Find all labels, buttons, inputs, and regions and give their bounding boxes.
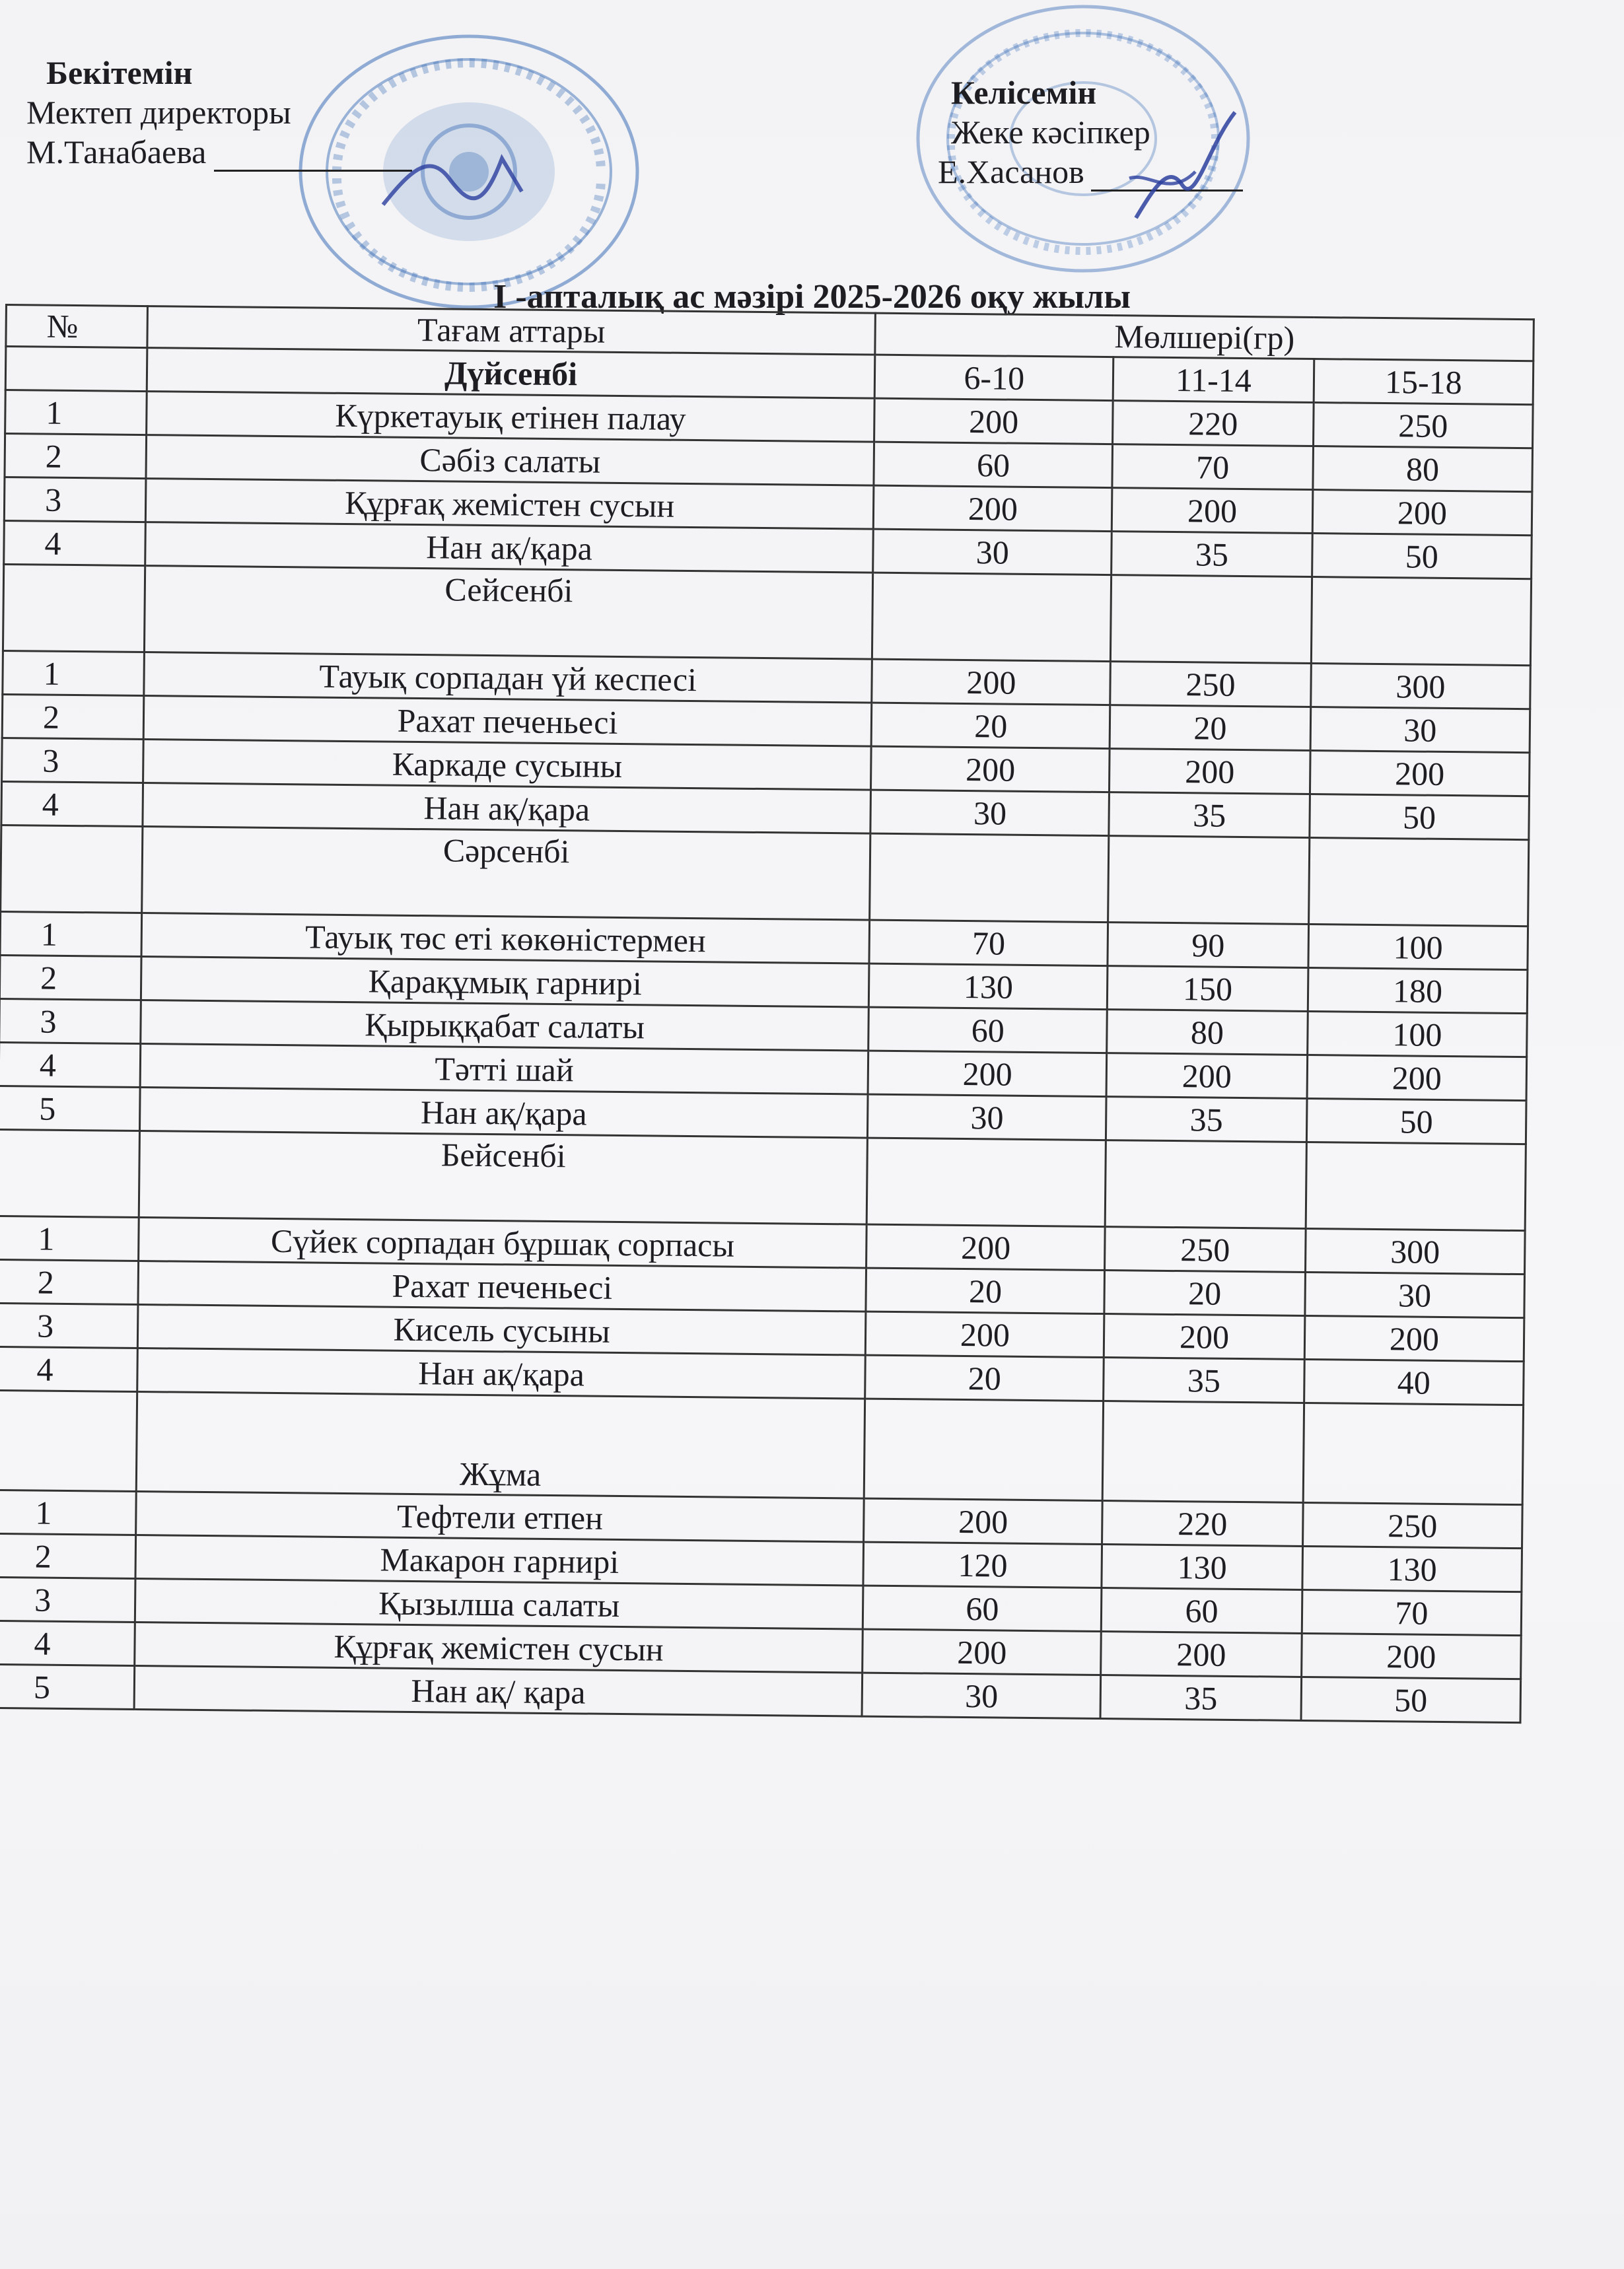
- amount-6-10: 30: [873, 529, 1112, 575]
- empty-cell: [1311, 577, 1531, 666]
- item-number: 2: [5, 434, 146, 479]
- amount-15-18: 200: [1310, 750, 1530, 796]
- amount-6-10: 20: [866, 1268, 1104, 1313]
- empty-cell: [1308, 837, 1528, 926]
- amount-15-18: 50: [1312, 534, 1532, 579]
- menu-table: [0, 304, 1535, 1724]
- item-name: Сүйек сорпадан бұршақ сорпасы: [138, 1218, 866, 1269]
- amount-15-18: 30: [1305, 1272, 1525, 1317]
- amount-15-18: 180: [1308, 967, 1528, 1013]
- empty-cell: [870, 833, 1109, 922]
- approve-position: Мектеп директоры: [26, 94, 291, 131]
- amount-11-14: 200: [1106, 1053, 1307, 1099]
- day-name: Жұма: [136, 1391, 865, 1498]
- amount-11-14: 150: [1107, 966, 1308, 1012]
- col-no-header: №: [6, 305, 147, 348]
- amount-11-14: 70: [1112, 444, 1313, 490]
- amount-15-18: 50: [1301, 1677, 1521, 1722]
- item-number: 2: [0, 1533, 135, 1578]
- item-name: Қарақұмық гарнирі: [141, 957, 869, 1008]
- amount-15-18: 200: [1301, 1633, 1521, 1679]
- amount-11-14: 35: [1104, 1358, 1304, 1403]
- day-name: Дүйсенбі: [147, 348, 875, 399]
- amount-6-10: 200: [874, 398, 1113, 444]
- item-name: Нан ақ/қара: [139, 1088, 868, 1138]
- amount-11-14: 35: [1109, 792, 1310, 838]
- amount-11-14: 35: [1106, 1097, 1307, 1142]
- item-number: 3: [0, 1577, 135, 1622]
- amount-15-18: 40: [1304, 1359, 1524, 1405]
- amount-6-10: 200: [868, 1051, 1107, 1096]
- day-row: [3, 564, 1531, 665]
- amount-15-18: 200: [1304, 1315, 1524, 1361]
- day-no-cell: [0, 1390, 137, 1491]
- amount-6-10: 120: [863, 1542, 1102, 1588]
- empty-cell: [1108, 836, 1310, 925]
- item-number: 2: [0, 1259, 138, 1304]
- item-name: Қызылша салаты: [135, 1578, 863, 1629]
- empty-cell: [1306, 1142, 1526, 1230]
- item-number: 5: [0, 1086, 140, 1131]
- item-name: Күркетауық етінен палау: [146, 392, 874, 442]
- empty-cell: [1102, 1401, 1304, 1503]
- day-row: [1, 825, 1529, 926]
- approve-block: [26, 53, 412, 172]
- amount-11-14: 80: [1107, 1010, 1308, 1055]
- menu-title: I -апталық ас мәзірі 2025-2026 оқу жылы: [493, 278, 1131, 316]
- age-group-header: 15-18: [1314, 359, 1534, 405]
- amount-15-18: 30: [1310, 707, 1530, 753]
- item-number: 1: [5, 390, 147, 435]
- empty-cell: [1303, 1403, 1524, 1504]
- item-number: 4: [0, 1346, 137, 1391]
- item-number: 3: [0, 998, 141, 1043]
- amount-11-14: 200: [1110, 749, 1310, 794]
- col-amount-header: Мөлшері(гр): [875, 313, 1534, 361]
- amount-6-10: 20: [865, 1355, 1104, 1401]
- approve-name: М.Танабаева: [26, 133, 207, 170]
- item-number: 3: [4, 477, 145, 522]
- empty-cell: [867, 1138, 1106, 1226]
- amount-6-10: 30: [870, 790, 1109, 835]
- approve-name-line: [26, 132, 412, 172]
- amount-15-18: 130: [1302, 1546, 1522, 1591]
- amount-15-18: 100: [1307, 1011, 1527, 1057]
- amount-11-14: 200: [1101, 1632, 1302, 1677]
- item-number: 1: [3, 650, 144, 695]
- amount-11-14: 90: [1108, 923, 1308, 968]
- director-signature: [370, 132, 542, 225]
- agree-name: Е.Хасанов: [938, 153, 1084, 190]
- amount-15-18: 100: [1308, 924, 1528, 969]
- day-row: [0, 1129, 1526, 1230]
- empty-cell: [1111, 575, 1312, 664]
- empty-cell: [1105, 1140, 1306, 1229]
- item-name: Нан ақ/ қара: [134, 1665, 863, 1716]
- item-name: Қырыққабат салаты: [140, 1000, 868, 1051]
- col-name-header: Тағам аттары: [147, 306, 876, 355]
- amount-15-18: 300: [1311, 664, 1531, 709]
- amount-11-14: 250: [1110, 662, 1311, 707]
- amount-6-10: 30: [863, 1673, 1101, 1718]
- item-name: Құрғақ жемістен сусын: [145, 479, 874, 530]
- amount-15-18: 250: [1302, 1502, 1522, 1548]
- amount-6-10: 200: [864, 1498, 1102, 1544]
- day-no-cell: [3, 564, 145, 652]
- amount-15-18: 200: [1312, 490, 1532, 536]
- amount-11-14: 60: [1101, 1588, 1302, 1634]
- item-name: Нан ақ/қара: [145, 522, 873, 573]
- amount-6-10: 200: [863, 1629, 1101, 1675]
- amount-15-18: 50: [1306, 1098, 1526, 1144]
- amount-6-10: 200: [872, 659, 1110, 705]
- item-name: Құрғақ жемістен сусын: [134, 1622, 863, 1673]
- item-name: Рахат печеньесі: [138, 1261, 866, 1311]
- day-row: [0, 1390, 1524, 1504]
- item-number: 4: [4, 520, 145, 565]
- item-name: Тауық сорпадан үй кеспесі: [144, 652, 872, 703]
- amount-6-10: 60: [868, 1007, 1107, 1053]
- agree-heading: Келісемін: [951, 74, 1097, 111]
- age-group-header: 6-10: [875, 355, 1113, 400]
- amount-6-10: 200: [874, 485, 1112, 531]
- amount-6-10: 60: [874, 442, 1112, 487]
- day-no-cell: [5, 347, 147, 392]
- item-number: 4: [0, 1621, 135, 1665]
- amount-15-18: 50: [1310, 794, 1530, 839]
- item-number: 4: [1, 781, 143, 826]
- item-name: Тәтті шай: [140, 1044, 868, 1095]
- item-number: 1: [0, 1216, 139, 1261]
- item-number: 1: [0, 1490, 136, 1535]
- approve-heading: Бекітемін: [46, 54, 193, 91]
- item-number: 4: [0, 1042, 140, 1087]
- age-group-header: 11-14: [1113, 357, 1314, 403]
- item-number: 5: [0, 1664, 134, 1709]
- day-name: Сейсенбі: [144, 566, 873, 660]
- amount-11-14: 20: [1104, 1271, 1305, 1316]
- amount-11-14: 220: [1102, 1501, 1303, 1547]
- item-name: Рахат печеньесі: [143, 696, 872, 747]
- amount-15-18: 70: [1302, 1589, 1522, 1635]
- item-name: Нан ақ/қара: [137, 1348, 865, 1399]
- day-name: Сәрсенбі: [141, 827, 870, 921]
- item-name: Нан ақ/қара: [143, 783, 871, 834]
- amount-11-14: 20: [1110, 705, 1310, 751]
- item-number: 3: [2, 738, 143, 783]
- amount-11-14: 200: [1112, 488, 1312, 534]
- amount-11-14: 35: [1100, 1675, 1301, 1721]
- day-name: Бейсенбі: [139, 1131, 868, 1225]
- amount-11-14: 35: [1112, 532, 1312, 577]
- item-number: 3: [0, 1303, 138, 1348]
- item-name: Каркаде сусыны: [143, 740, 871, 790]
- entrepreneur-signature: [1110, 106, 1255, 225]
- item-number: 2: [2, 694, 143, 739]
- item-number: 1: [0, 911, 141, 956]
- amount-15-18: 300: [1305, 1228, 1525, 1274]
- item-name: Макарон гарнирі: [135, 1535, 864, 1586]
- amount-15-18: 80: [1313, 446, 1533, 492]
- amount-6-10: 200: [866, 1311, 1104, 1357]
- amount-6-10: 30: [868, 1094, 1106, 1140]
- item-name: Тауық төс еті көкөністермен: [141, 913, 870, 964]
- amount-11-14: 220: [1113, 401, 1314, 446]
- amount-6-10: 60: [863, 1586, 1102, 1631]
- item-name: Кисель сусыны: [137, 1304, 866, 1355]
- amount-11-14: 130: [1102, 1545, 1302, 1590]
- day-no-cell: [0, 1129, 139, 1217]
- agree-position: Жеке кәсіпкер: [951, 114, 1150, 151]
- amount-6-10: 20: [872, 703, 1110, 748]
- amount-6-10: 70: [869, 920, 1108, 965]
- amount-6-10: 200: [871, 746, 1110, 792]
- amount-15-18: 200: [1307, 1055, 1527, 1100]
- amount-11-14: 250: [1105, 1227, 1306, 1273]
- amount-11-14: 200: [1104, 1314, 1304, 1360]
- amount-15-18: 250: [1313, 403, 1533, 448]
- item-name: Тефтели етпен: [135, 1491, 864, 1542]
- amount-6-10: 200: [866, 1224, 1105, 1270]
- empty-cell: [865, 1399, 1104, 1500]
- item-number: 2: [0, 955, 141, 1000]
- empty-cell: [872, 573, 1112, 661]
- item-name: Сәбіз салаты: [146, 435, 874, 486]
- amount-6-10: 130: [869, 963, 1108, 1009]
- day-no-cell: [1, 825, 143, 913]
